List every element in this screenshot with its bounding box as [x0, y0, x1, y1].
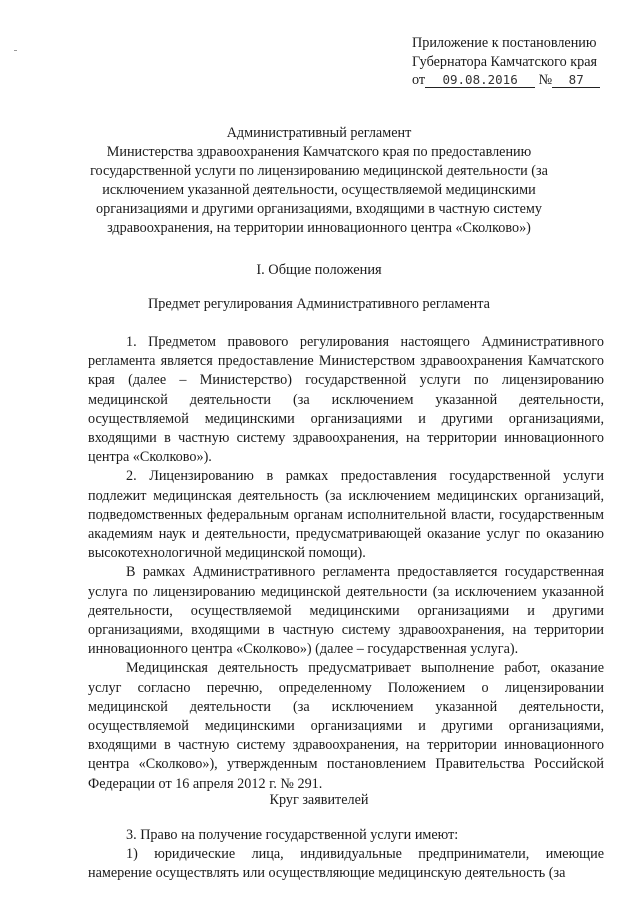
paragraph: 1) юридические лица, индивидуальные предприниматели, имеющие намерение осуществлять или осуществляющие медицинскую деятельность (за: [88, 846, 604, 882]
title-line-6: здравоохранения, на территории инновационного центра «Сколково»): [107, 220, 531, 236]
appendix-header: [412, 34, 627, 90]
title-line-5: организациями и другими организациями, входящими в частную систему: [96, 201, 542, 217]
title-line-3: государственной услуги по лицензированию медицинской деятельности (за: [90, 163, 548, 179]
section-2-body: [88, 826, 604, 884]
section-heading: I. Общие положения: [256, 262, 382, 278]
header-date: 09.08.2016: [442, 72, 518, 87]
document-title: [90, 124, 548, 238]
paragraph: 3. Право на получение государственной услуги имеют:: [126, 827, 459, 843]
section-heading: Круг заявителей: [269, 792, 369, 808]
header-line-2: Губернатора Камчатского края: [412, 53, 598, 70]
title-line-4: исключением указанной деятельности, осуществляемой медицинскими: [102, 182, 536, 198]
header-number: 87: [568, 72, 584, 87]
paragraph: 2. Лицензированию в рамках предоставления государственной услуги подлежит медицинская деятельность (за исключением медицинских организаций, подведомственных федеральным органам исполнительной власти, государственным академиям наук и деятельности, предусматривающей оказание услуг по оказанию высокотехнологичной медицинской помощи).: [88, 468, 604, 562]
header-from-prefix: от: [412, 72, 426, 88]
title-line-1: Административный регламент: [226, 125, 412, 141]
paragraph: Медицинская деятельность предусматривает выполнение работ, оказание услуг согласно перечню, определенному Положением о лицензировании медицинской деятельности (за исключением указанной деятельности, осуществляемой медицинскими организациями и другими организациями, входящими в частную систему здравоохранения, на территории инновационного центра «Сколково»), утвержденным постановлением Правительства Российской Федерации от 16 апреля 2012 г. № 291.: [88, 660, 604, 792]
paragraph: 1. Предметом правового регулирования настоящего Административного регламента является предоставление Министерством здравоохранения Камчатского края (далее – Министерство) государственной услуги по лицензированию медицинской деятельности (за исключением указанной деятельности, осуществляемой медицинскими организациями и другими организациями, входящими в частную систему здравоохранения, на территории инновационного центра «Сколково»).: [88, 334, 604, 466]
header-line-3: [412, 71, 627, 90]
header-line-1: Приложение к постановлению: [412, 35, 597, 51]
section-1-body: [88, 333, 604, 794]
header-number-prefix: №: [538, 72, 553, 88]
paragraph: В рамках Административного регламента предоставляется государственная услуга по лицензированию медицинской деятельности (за исключением указанной деятельности, осуществляемой медицинскими организациями и другими организациями, входящими в частную систему здравоохранения, на территории инновационного центра «Сколково») (далее – государственная услуга).: [88, 564, 604, 658]
section-subheading: Предмет регулирования Административного регламента: [148, 296, 490, 312]
title-line-2: Министерства здравоохранения Камчатского края по предоставлению: [106, 144, 532, 160]
scan-mark: [14, 50, 17, 51]
